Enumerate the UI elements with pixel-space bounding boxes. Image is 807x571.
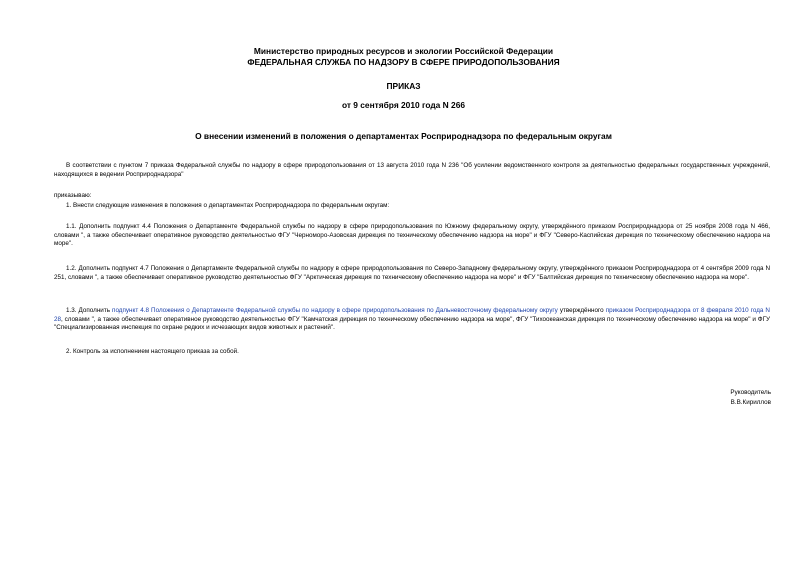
order-word: приказываю: [54, 192, 92, 199]
item-1: 1. Внести следующие изменения в положения о департаментах Росприроднадзора по федеральным округам: [66, 202, 390, 209]
preamble-paragraph: В соответствии с пунктом 7 приказа Федеральной службы по надзору в сфере природопользования от 13 августа 2010 года N 236 "Об усилении ведомственного контроля за деятельностью федеральных государственных учреждений, находящихся в ведении Росприроднадзора" [54, 162, 770, 178]
signature-position: Руководитель [730, 389, 771, 396]
item-1-2: 1.2. Дополнить подпункт 4.7 Положения о Департаменте Федеральной службы по надзору в сфере природопользования по Северо-Западному федеральному округу, утверждённого приказом Росприроднадзора от 4 сентября 2009 года N 251, словами ", а также обеспечивает оперативное руководство деятельностью ФГУ "Арктическая дирекция по техническому обеспечению надзора на море" и ФГУ "Балтийская дирекция по техническому обеспечению надзора на море". [54, 265, 770, 281]
ministry-name: Министерство природных ресурсов и экологии Российской Федерации [253, 46, 554, 56]
item-2: 2. Контроль за исполнением настоящего приказа за собой. [66, 348, 239, 355]
item-1-3-text-end: , словами ", а также обеспечивает оперативное руководство деятельностью ФГУ "Камчатская дирекция по техническому обеспечению надзора на море", ФГУ "Тихоокеанская дирекция по техническому обеспечению надзора на море" и ФГУ "Специализированная инспекция по охране редких и исчезающих видов животных и растений". [54, 315, 770, 332]
document-title: О внесении изменений в положения о департаментах Росприроднадзора по федеральным округам [195, 131, 612, 141]
item-1-3-text-start: 1.3. Дополнить [66, 307, 113, 314]
item-1-3-text-mid: утверждённого [557, 307, 606, 314]
document-date: от 9 сентября 2010 года N 266 [341, 100, 466, 110]
subclause-link[interactable]: подпункт 4.8 Положения о Департаменте Федеральной службы по надзору в сфере природопользования по Дальневосточному федеральному округу [112, 307, 558, 314]
service-name: ФЕДЕРАЛЬНАЯ СЛУЖБА ПО НАДЗОРУ В СФЕРЕ ПРИРОДОПОЛЬЗОВАНИЯ [247, 57, 560, 67]
signature-name: В.В.Кириллов [730, 399, 771, 406]
order-link[interactable]: приказом Росприроднадзора от 8 февраля 2010 года N 28 [54, 307, 770, 323]
document-type: ПРИКАЗ [386, 81, 421, 91]
item-1-1: 1.1. Дополнить подпункт 4.4 Положения о Департаменте Федеральной службы по надзору в сфере природопользования по Южному федеральному округу, утверждённого приказом Росприроднадзора от 25 ноября 2008 года N 466, словами ", а также обеспечивает оперативное руководство деятельностью ФГУ "Черноморо-Азовская дирекция по техническому обеспечению надзора на море" и ФГУ "Северо-Каспийская дирекция по техническому обеспечению надзора на море". [54, 223, 770, 248]
item-1-3 [54, 307, 770, 333]
